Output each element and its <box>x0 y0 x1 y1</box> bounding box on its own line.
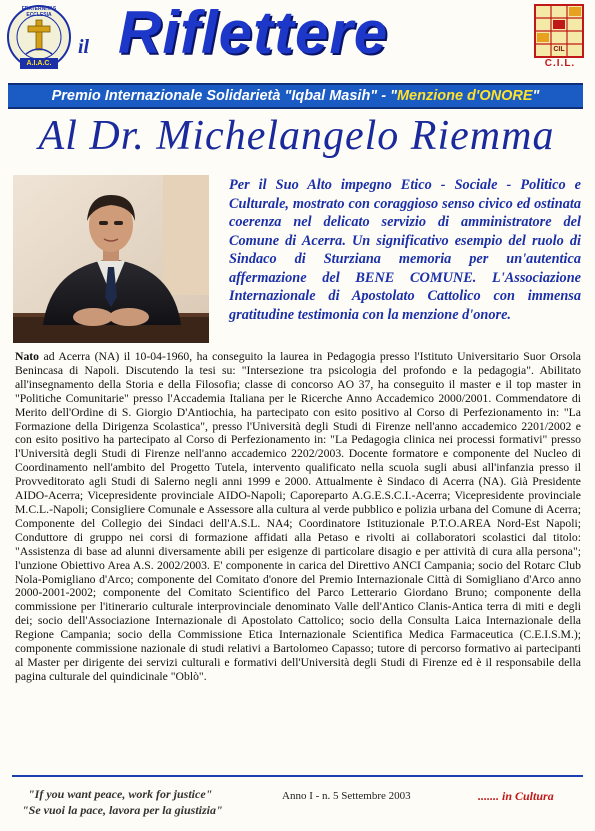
cil-logo-text: CIL <box>553 46 565 53</box>
lead-paragraph: Per il Suo Alto impegno Etico - Sociale - Politico e Culturale, mostrato con coraggioso senso civico ed ostinata coerenza nel delicato servizio di amministratore del Comune di Acerra. Un significativo esempio del ruolo di Sindaco di Sturziana memoria per un'autentica affermazione del BENE COMUNE. L'Associazione Internazionale di Apostolato Cattolico con immensa gratitudine testimonia con la menzione d'onore. <box>229 177 581 323</box>
dedication-heading: Al Dr. Michelangelo Riemma <box>38 113 555 159</box>
bio-first-word: Nato <box>15 350 40 363</box>
banner-highlight: Menzione d'ONORE <box>396 88 533 104</box>
masthead-title: Riflettere <box>118 0 389 66</box>
footer-quote-english: "If you want peace, work for justice" <box>28 787 213 801</box>
logo-left-ring-text: FRATERNITAS ECCLESIA <box>21 6 57 18</box>
footer-quote-italian: "Se vuoi la pace, lavora per la giustizia" <box>22 803 223 817</box>
portrait-photo <box>13 175 209 343</box>
footer-divider <box>12 775 583 777</box>
bio-body: ad Acerra (NA) il 10-04-1960, ha conseguito la laurea in Pedagogia presso l'Istituto Universitario Suor Orsola Benincasa di Napoli. Discutendo la tesi su: "Intersezione tra psicologia del profondo e la pedagogia". Abilitato all'insegnamento della Storia e della Filosofia; classe di concorso AO 37, ha conseguito il master e il top master in "Politiche Comunitarie" presso l'Accademia Italiana per le Ricerche Anno Accademico 2000/2001. Commendatore di Merito dell'Ordine di S. Giorgio D'Antiochia, ha partecipato con esito positivo al Corso di Perfezionamento in: "La Formazione della Dirigenza Scolastica", presso l'Università degli Studi di Firenze nell'anno accademico 2201/2002 e con esito positivo ha partecipato al Corso di Perfezionamento in: "La Pedagogia clinica nei processi formativi" presso l'Università degli Studi di Firenze nell'anno accademico 2202/2003. Docente formatore e componente del Nucleo di Coordinamento nell'ambito del Progetto Tutela, intervento qualificato nella scuola sugli abusi all'infanzia presso il Provveditorato agli Studi di Salerno negli anni 1999 e 2000. Attualmente è Sindaco di Acerra (NA). Già Presidente AIDO-Acerra; Vicepresidente provinciale AIDO-Napoli; Caporeparto A.G.E.S.C.I.-Acerra; Vicepresidente provinciale M.C.L.-Napoli; Consigliere Comunale e Assessore alla cultura al verde pubblico e polizia urbana del Comune di Acerra; Componente del Collegio dei Sindaci dell'A.S.L. NA4; Coordinatore Istituzionale P.T.O.AREA Nord-Est Napoli; Conduttore di gruppo nei corsi di formazione affidati alla Petaso e rivolti ai collaboratori scolastici dal titolo: "Assistenza di base ad alunni diversamente abili per esigenze di particolare disagio e per attività di cura alla persona"; l'unzione Obiettivo Area A.S. 2002/2003. E' componente in carica del Direttivo ANCI Campania; socio del Rotarc Club Nola-Pomigliano d'Arco; componente del Comitato d'onore del Premio Internazionale Città di Somigliano d'Arco anno 2000-2001-2002; componente del Comitato Scientifico del Parco Letterario Giordano Bruno; componente della commissione per l'itinerario culturale interprovinciale denominato Valle dell'Antico Clanis-Antica terra di miti e degli dei; socio dell'Associazione Internazionale di Apostolato Cattolico; socio della Consulta Laica Internazionale della Regione Campania; socio della Commissione Etica Internazionale Scientifica Medica Farmaceutica (C.E.I.S.M.); componente commissione nazionale di studi relativi a Bartolomeo Capasso; tutore di percorso formativo ai partecipanti al Master per dirigente dei servizi culturali e formativi dell'Università degli Studi di Firenze ed è il responsabile della pagina culturale del quindicinale "Oblò". <box>15 350 581 683</box>
biography-text <box>15 350 581 684</box>
cil-logo <box>534 4 584 58</box>
association-logo <box>6 4 72 74</box>
logo-left-acronym: A.I.A.C. <box>26 60 52 67</box>
banner-text-end: " <box>532 88 540 104</box>
issue-info: Anno I - n. 5 Settembre 2003 <box>282 790 411 802</box>
org-label: C.I.L. <box>544 58 576 69</box>
award-banner <box>8 83 583 109</box>
section-label: ....... in Cultura <box>478 789 554 803</box>
banner-text: Premio Internazionale Solidarietà "Iqbal Masih" - " <box>51 88 397 104</box>
masthead-prefix: il <box>78 36 90 58</box>
